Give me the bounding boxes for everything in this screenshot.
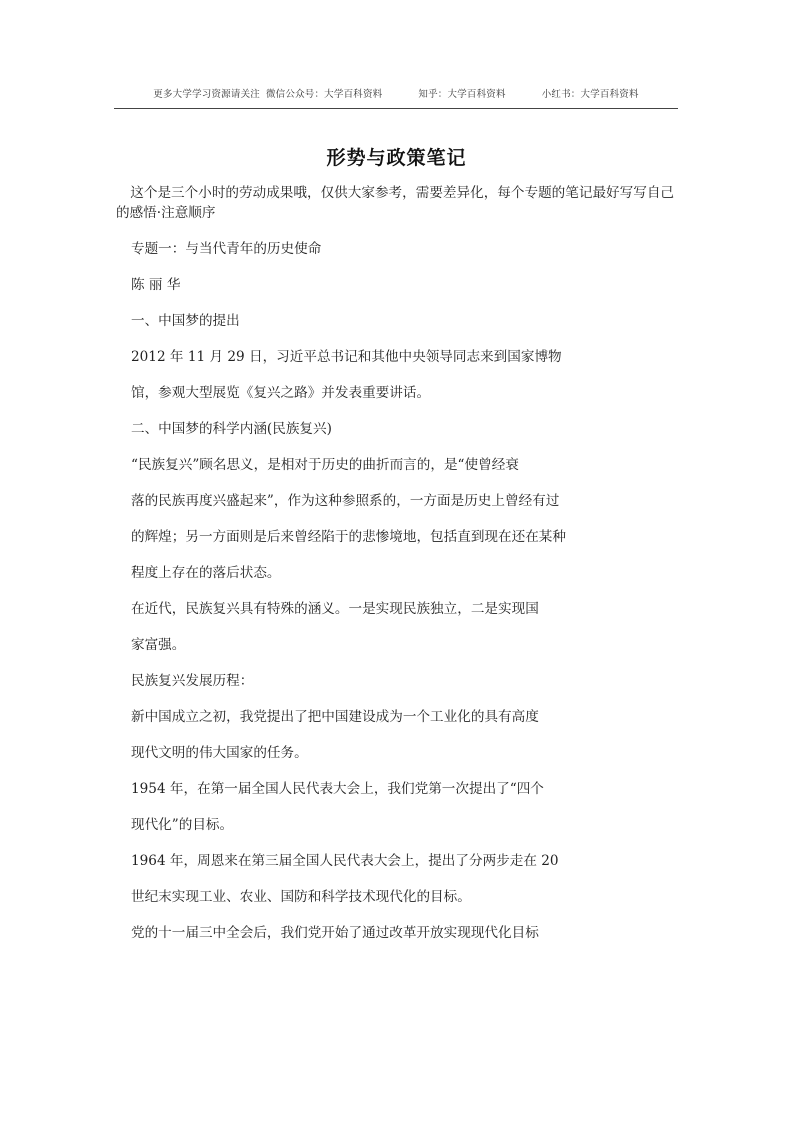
header-divider	[114, 108, 678, 109]
section-heading-1: 一、中国梦的提出	[131, 313, 240, 329]
intro-paragraph: 这个是三个小时的劳动成果哦，仅供大家参考，需要差异化，每个专题的笔记最好写写自己的感悟·注意顺序	[116, 185, 675, 221]
document-body	[131, 239, 601, 959]
body-line: “民族复兴”顾名思义，是相对于历史的曲折而言的，是“使曾经衰	[131, 457, 519, 473]
topic-heading: 专题一：与当代青年的历史使命	[131, 241, 322, 257]
body-line: 现代文明的伟大国家的任务。	[131, 745, 308, 761]
body-line: 党的十一届三中全会后，我们党开始了通过改革开放实现现代化目标	[131, 925, 539, 941]
body-line: 落的民族再度兴盛起来”，作为这种参照系的，一方面是历史上曾经有过	[131, 493, 560, 509]
body-line: 世纪末实现工业、农业、国防和科学技术现代化的目标。	[131, 889, 471, 905]
section-heading-2: 二、中国梦的科学内涵(民族复兴)	[131, 421, 332, 437]
body-line: 2012 年 11 月 29 日，习近平总书记和其他中央领导同志来到国家博物	[131, 349, 562, 365]
body-line: 1964 年，周恩来在第三届全国人民代表大会上，提出了分两步走在 20	[131, 853, 559, 869]
header-wechat: 微信公众号：大学百科资料	[265, 89, 383, 100]
body-line: 家富强。	[131, 637, 186, 653]
header-xiaohongshu: 小红书：大学百科资料	[541, 89, 639, 100]
page-header	[114, 86, 678, 100]
body-line: 馆，参观大型展览《复兴之路》并发表重要讲话。	[131, 385, 431, 401]
header-promo: 更多大学学习资源请关注	[153, 89, 260, 100]
body-line: 程度上存在的落后状态。	[131, 565, 281, 581]
body-line: 现代化”的目标。	[131, 817, 234, 833]
subheading-history: 民族复兴发展历程：	[131, 673, 254, 689]
body-line: 1954 年，在第一届全国人民代表大会上，我们党第一次提出了“四个	[131, 781, 544, 797]
header-zhihu: 知乎：大学百科资料	[418, 89, 506, 100]
body-line: 新中国成立之初，我党提出了把中国建设成为一个工业化的具有高度	[131, 709, 539, 725]
body-line: 在近代，民族复兴具有特殊的涵义。一是实现民族独立，二是实现国	[131, 601, 539, 617]
body-line: 的辉煌；另一方面则是后来曾经陷于的悲惨境地，包括直到现在还在某种	[131, 529, 566, 545]
document-title: 形势与政策笔记	[326, 147, 467, 169]
author-name: 陈 丽 华	[131, 277, 181, 293]
